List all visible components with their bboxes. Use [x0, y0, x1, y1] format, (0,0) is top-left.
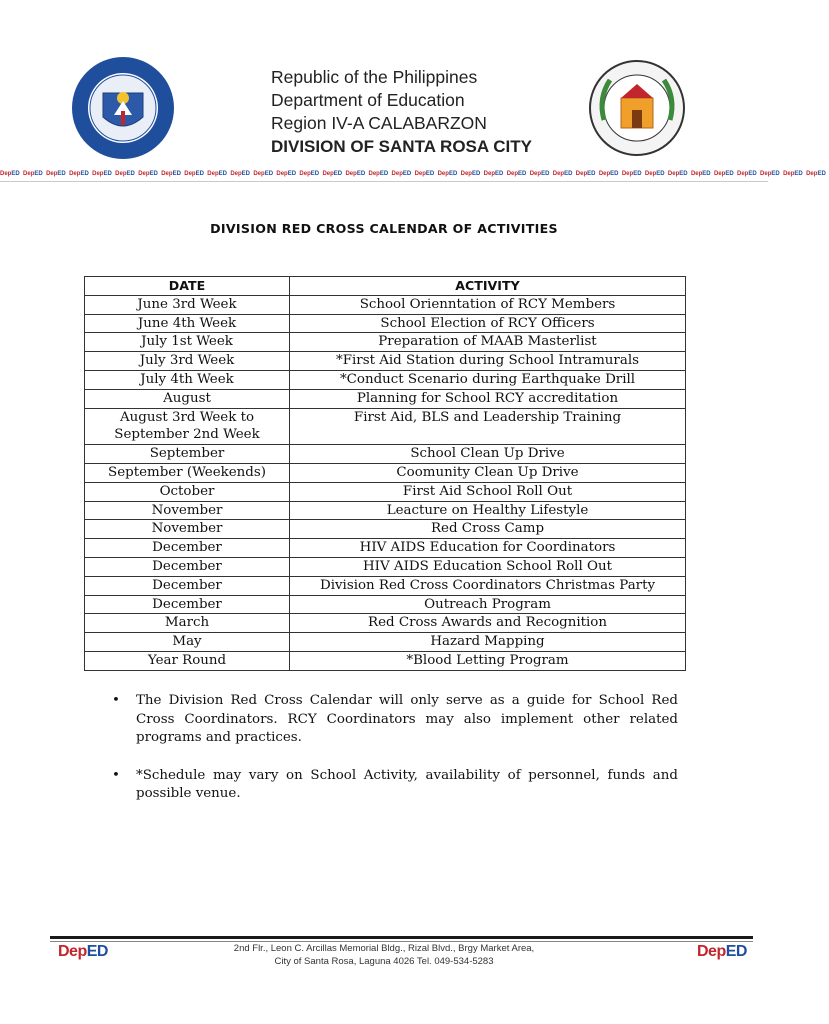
activity-cell: *First Aid Station during School Intramurals [290, 352, 686, 371]
date-cell: June 4th Week [85, 314, 290, 333]
activity-cell: Planning for School RCY accreditation [290, 389, 686, 408]
region-line: Region IV-A CALABARZON [271, 113, 487, 133]
band-deped-mark: DepED [529, 171, 550, 177]
date-cell: December [85, 539, 290, 558]
band-deped-mark: DepED [92, 171, 112, 177]
band-deped-mark: DepED [414, 171, 435, 177]
band-deped-mark: DepED [506, 171, 527, 177]
department-line: Department of Education [271, 90, 465, 110]
table-row [85, 352, 686, 371]
table-body [85, 295, 686, 670]
note-text: The Division Red Cross Calendar will only serve as a guide for School Red Cross Coordinators. RCY Coordinators may also implement other related programs and practices. [136, 693, 678, 745]
date-cell: June 3rd Week [85, 295, 290, 314]
table-row [85, 370, 686, 389]
list-item [112, 767, 678, 804]
activity-cell: First Aid, BLS and Leadership Training [290, 408, 686, 445]
activity-cell: School Election of RCY Officers [290, 314, 686, 333]
date-column-header: DATE [85, 277, 290, 296]
date-cell: July 1st Week [85, 333, 290, 352]
activity-cell: Coomunity Clean Up Drive [290, 463, 686, 482]
band-deped-mark: DepED [23, 171, 43, 177]
band-deped-mark: DepED [46, 171, 66, 177]
date-cell: December [85, 595, 290, 614]
activities-table [84, 276, 686, 671]
bullet-icon: • [112, 767, 120, 783]
deped-logo-icon: DepED [697, 943, 747, 960]
band-deped-mark: DepED [253, 171, 274, 177]
activity-cell: Preparation of MAAB Masterlist [290, 333, 686, 352]
table-row [85, 520, 686, 539]
activity-cell: *Blood Letting Program [290, 651, 686, 670]
activity-cell: Division Red Cross Coordinators Christmas Party [290, 576, 686, 595]
bullet-icon: • [112, 693, 120, 708]
activity-cell: Red Cross Awards and Recognition [290, 614, 686, 633]
table-row [85, 389, 686, 408]
date-cell: July 3rd Week [85, 352, 290, 371]
band-deped-mark: DepED [760, 171, 780, 177]
document-title: DIVISION RED CROSS CALENDAR OF ACTIVITIES [210, 221, 558, 236]
activity-cell: HIV AIDS Education for Coordinators [290, 539, 686, 558]
band-deped-mark: DepED [690, 171, 711, 177]
table-row [85, 463, 686, 482]
list-item [112, 692, 678, 748]
band-deped-mark: DepED [391, 171, 412, 177]
band-deped-mark: DepED [115, 171, 135, 177]
band-deped-mark: DepED [69, 171, 89, 177]
table-row [85, 333, 686, 352]
band-deped-mark: DepED [161, 171, 181, 177]
band-deped-mark: DepED [713, 171, 734, 177]
table-row [85, 576, 686, 595]
band-deped-mark: DepED [483, 171, 504, 177]
band-deped-mark: DepED [345, 171, 366, 177]
division-line: DIVISION OF SANTA ROSA CITY [271, 137, 532, 156]
activity-cell: School Clean Up Drive [290, 445, 686, 464]
band-deped-mark: DepED [299, 171, 320, 177]
band-deped-mark: DepED [806, 171, 826, 177]
activity-cell: Outreach Program [290, 595, 686, 614]
activity-cell: School Orienntation of RCY Members [290, 295, 686, 314]
table-header-row [85, 277, 686, 296]
table-row [85, 295, 686, 314]
activity-cell: *Conduct Scenario during Earthquake Drill [290, 370, 686, 389]
band-deped-mark: DepED [737, 171, 757, 177]
deped-pattern-band [0, 170, 826, 179]
division-seal-icon [588, 58, 686, 158]
activity-cell: First Aid School Roll Out [290, 482, 686, 501]
band-deped-mark: DepED [368, 171, 389, 177]
address-line: 2nd Flr., Leon C. Arcillas Memorial Bldg., Rizal Blvd., Brgy Market Area, [233, 943, 535, 954]
activity-cell: Leacture on Healthy Lifestyle [290, 501, 686, 520]
table-row [85, 651, 686, 670]
date-cell: September [85, 445, 290, 464]
date-cell: December [85, 576, 290, 595]
date-cell: August [85, 389, 290, 408]
activity-cell: Red Cross Camp [290, 520, 686, 539]
date-cell: July 4th Week [85, 370, 290, 389]
date-cell: March [85, 614, 290, 633]
band-deped-mark: DepED [207, 171, 227, 177]
letterhead [0, 0, 826, 190]
activity-cell: Hazard Mapping [290, 633, 686, 652]
address-line: City of Santa Rosa, Laguna 4026 Tel. 049-534-5283 [274, 956, 494, 967]
date-cell: August 3rd Week to September 2nd Week [85, 408, 290, 445]
table-row [85, 539, 686, 558]
band-deped-mark: DepED [644, 171, 665, 177]
notes-list [112, 692, 678, 823]
footer-divider [50, 936, 753, 939]
agency-heading [271, 66, 532, 158]
date-cell: December [85, 557, 290, 576]
table-row [85, 557, 686, 576]
table-row [85, 633, 686, 652]
band-deped-mark: DepED [667, 171, 688, 177]
band-deped-mark: DepED [230, 171, 250, 177]
date-cell: November [85, 501, 290, 520]
deped-seal-icon [70, 55, 176, 161]
table-row [85, 408, 686, 445]
table-row [85, 314, 686, 333]
note-text: *Schedule may vary on School Activity, availability of personnel, funds and possible venue. [136, 767, 678, 801]
band-deped-mark: DepED [322, 171, 343, 177]
band-deped-mark: DepED [138, 171, 158, 177]
band-deped-mark: DepED [460, 171, 481, 177]
band-deped-mark: DepED [552, 171, 573, 177]
band-deped-mark: DepED [783, 171, 803, 177]
activity-column-header: ACTIVITY [290, 277, 686, 296]
date-cell: October [85, 482, 290, 501]
table-row [85, 501, 686, 520]
band-deped-mark: DepED [621, 171, 642, 177]
band-deped-mark: DepED [276, 171, 297, 177]
footer-address [200, 942, 568, 968]
date-cell: May [85, 633, 290, 652]
table-row [85, 445, 686, 464]
activity-cell: HIV AIDS Education School Roll Out [290, 557, 686, 576]
republic-line: Republic of the Philippines [271, 67, 478, 87]
date-cell: November [85, 520, 290, 539]
band-deped-mark: DepED [598, 171, 619, 177]
table-row [85, 482, 686, 501]
header-divider [0, 181, 768, 182]
date-cell: September (Weekends) [85, 463, 290, 482]
date-cell: Year Round [85, 651, 290, 670]
table-row [85, 595, 686, 614]
deped-logo-icon: DepED [58, 943, 108, 960]
band-deped-mark: DepED [184, 171, 204, 177]
table-row [85, 614, 686, 633]
band-deped-mark: DepED [0, 171, 20, 177]
band-deped-mark: DepED [575, 171, 596, 177]
band-deped-mark: DepED [437, 171, 458, 177]
